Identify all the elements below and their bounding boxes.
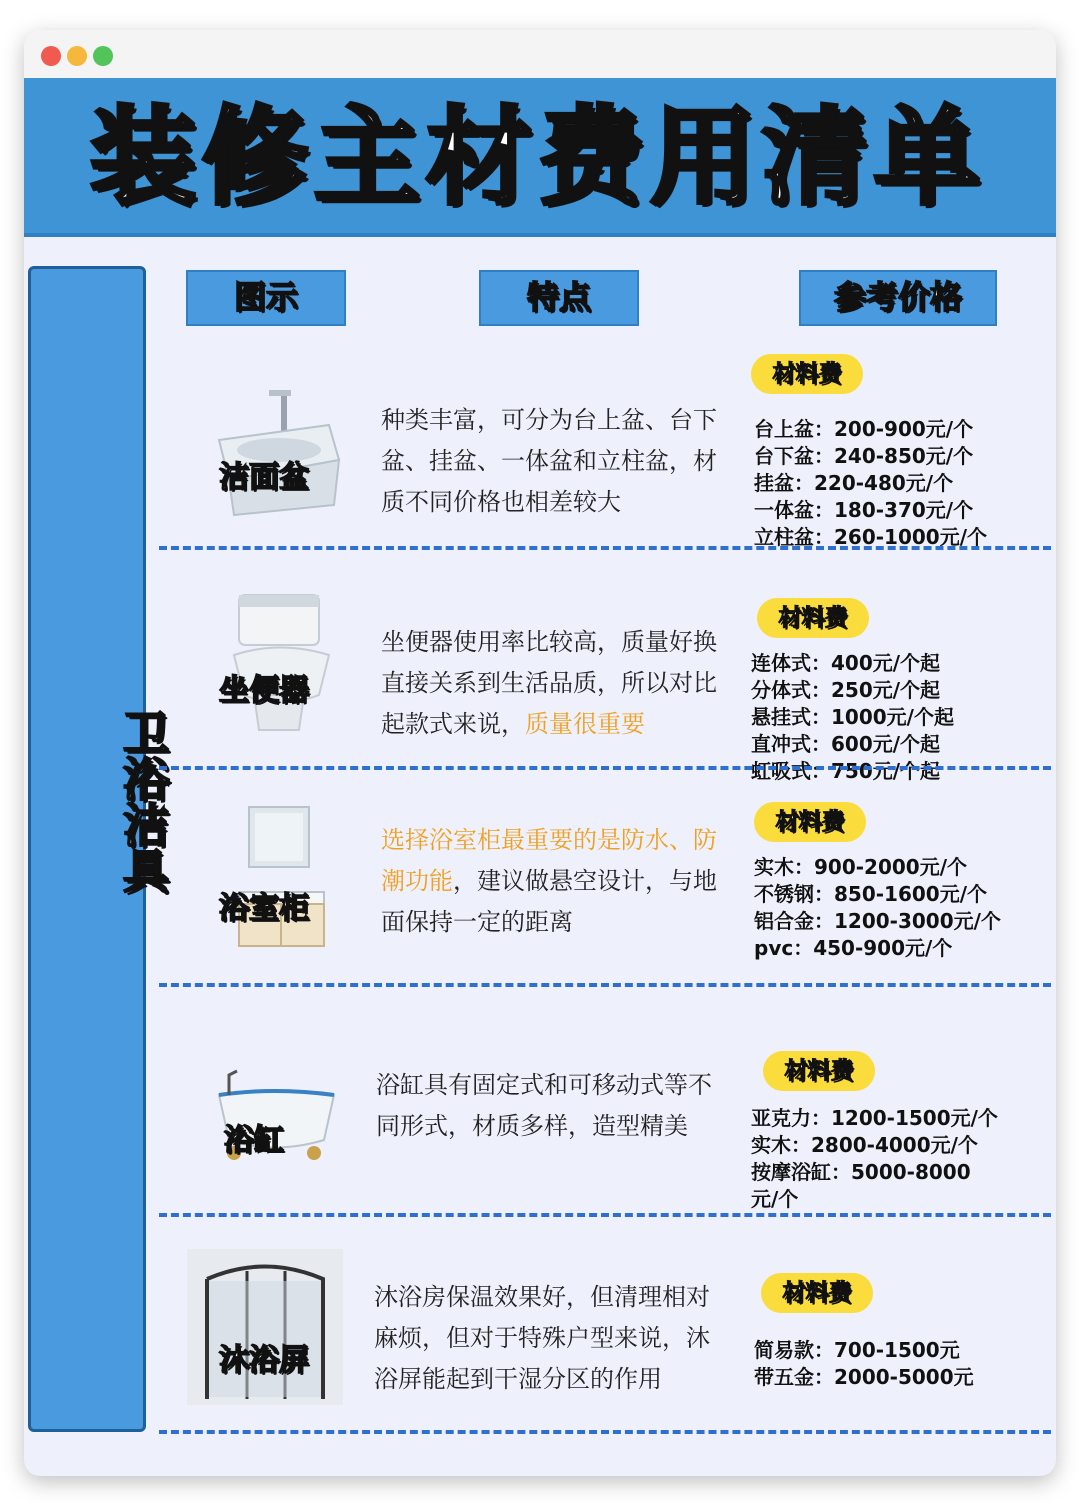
desc-text: 种类丰富，可分为台上盆、台下盆、挂盆、一体盆和立柱盆，材质不同价格也相差较大 (381, 406, 717, 516)
price-line: 分体式：250元/个起 (751, 678, 941, 702)
title-banner (24, 78, 1056, 237)
row-divider (159, 1430, 1051, 1434)
browser-window (24, 30, 1056, 1476)
price-line: 悬挂式：1000元/个起 (751, 705, 954, 729)
item-description (376, 1065, 726, 1147)
price-line: 虹吸式：750元/个起 (751, 759, 941, 783)
price-list (754, 416, 1054, 551)
price-line: 亚克力：1200-1500元/个 (751, 1106, 998, 1130)
item-name: 坐便器 (219, 673, 309, 708)
price-line: 连体式：400元/个起 (751, 651, 941, 675)
desc-highlight: 质量很重要 (525, 710, 645, 738)
price-line: 台上盆：200-900元/个 (754, 417, 974, 441)
item-row-bathtub (159, 997, 1056, 1212)
window-titlebar (24, 30, 1056, 78)
material-fee-badge: 材料费 (761, 1273, 873, 1313)
bathtub-icon (199, 1035, 349, 1185)
item-description (381, 622, 731, 745)
price-line: 台下盆：240-850元/个 (754, 444, 974, 468)
cabinet-icon (199, 802, 349, 952)
item-row-shower-screen (159, 1227, 1056, 1427)
price-line: 元/个 (751, 1187, 799, 1211)
item-description (381, 820, 731, 943)
price-line: 铝合金：1200-3000元/个 (754, 909, 1001, 933)
item-name: 浴缸 (224, 1123, 284, 1158)
price-list (754, 854, 1054, 962)
minimize-dot-icon[interactable] (67, 46, 87, 66)
row-divider (159, 983, 1051, 987)
desc-text: 坐便器使用率比较高，质量好换直接关系到生活品质，所以对比起款式来说， (381, 628, 717, 738)
row-divider (159, 766, 1051, 770)
price-line: 按摩浴缸：5000-8000 (751, 1160, 971, 1184)
category-sidebar (28, 266, 170, 1432)
item-name: 沐浴屏 (219, 1343, 309, 1378)
material-fee-badge: 材料费 (754, 802, 866, 842)
header-illustration: 图示 (186, 270, 346, 326)
price-line: 挂盆：220-480元/个 (754, 471, 954, 495)
category-label: 卫浴洁具 (116, 709, 170, 893)
header-features: 特点 (479, 270, 639, 326)
item-name: 洁面盆 (219, 460, 309, 495)
desc-highlight: 选择浴室柜最重要的是防水、防潮功能 (381, 826, 717, 895)
price-line: 不锈钢：850-1600元/个 (754, 882, 988, 906)
row-divider (159, 546, 1051, 550)
material-fee-badge: 材料费 (763, 1051, 875, 1091)
shower-screen-icon (187, 1249, 343, 1405)
material-fee-badge: 材料费 (751, 354, 863, 394)
item-row-toilet (159, 560, 1056, 783)
item-description (381, 400, 731, 523)
close-dot-icon[interactable] (41, 46, 61, 66)
header-price: 参考价格 (799, 270, 997, 326)
item-description (374, 1277, 719, 1400)
basin-icon (199, 370, 349, 520)
desc-text: ，建议做悬空设计，与地面保持一定的距离 (381, 867, 717, 936)
maximize-dot-icon[interactable] (93, 46, 113, 66)
page-title: 装修主材费用清单 (90, 96, 986, 219)
price-line: pvc：450-900元/个 (754, 936, 953, 960)
price-line: 简易款：700-1500元 (754, 1338, 960, 1362)
item-row-basin (159, 350, 1056, 549)
material-fee-badge: 材料费 (757, 598, 869, 638)
price-line: 实木：2800-4000元/个 (751, 1133, 978, 1157)
price-line: 一体盆：180-370元/个 (754, 498, 974, 522)
price-list (751, 1105, 1051, 1213)
desc-text: 浴缸具有固定式和可移动式等不同形式，材质多样，造型精美 (376, 1071, 712, 1140)
price-list (754, 1337, 1054, 1391)
price-line: 直冲式：600元/个起 (751, 732, 941, 756)
item-row-cabinet (159, 780, 1056, 980)
item-name: 浴室柜 (219, 891, 309, 926)
price-line: 带五金：2000-5000元 (754, 1365, 974, 1389)
row-divider (159, 1213, 1051, 1217)
price-line: 立柱盆：260-1000元/个 (754, 525, 988, 549)
price-line: 实木：900-2000元/个 (754, 855, 968, 879)
desc-text: 沐浴房保温效果好，但清理相对麻烦，但对于特殊户型来说，沐浴屏能起到干湿分区的作用 (374, 1283, 710, 1393)
price-list (751, 650, 1051, 785)
toilet-icon (199, 585, 349, 735)
